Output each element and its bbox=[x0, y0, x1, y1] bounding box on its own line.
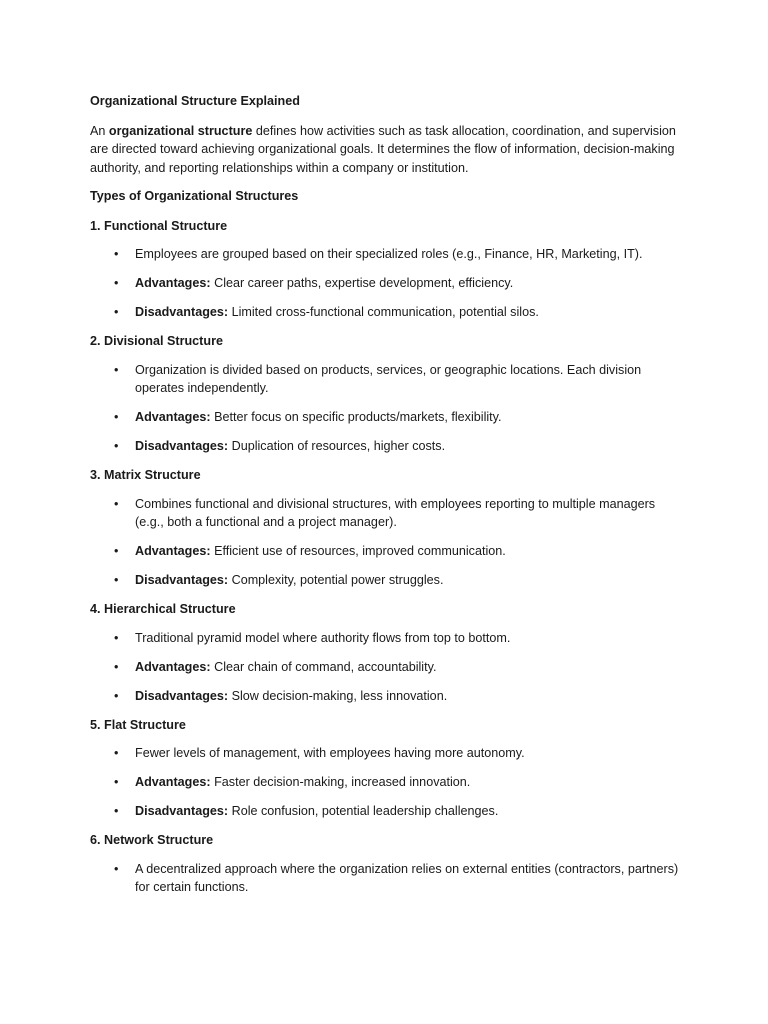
item-text: Better focus on specific products/markets, flexibility. bbox=[210, 410, 502, 424]
list-item bbox=[90, 744, 680, 763]
list-item bbox=[90, 437, 680, 456]
bullet-icon: • bbox=[114, 439, 119, 453]
bullet-icon: • bbox=[114, 305, 119, 319]
item-label: Disadvantages: bbox=[135, 305, 229, 319]
bullet-icon: • bbox=[114, 362, 119, 377]
item-label: Advantages: bbox=[135, 410, 211, 424]
bullet-list bbox=[90, 860, 680, 897]
item-label: Disadvantages: bbox=[135, 439, 229, 453]
item-label: Disadvantages: bbox=[135, 688, 229, 703]
document-title: Organizational Structure Explained bbox=[90, 94, 300, 108]
bullet-icon: • bbox=[114, 861, 119, 876]
intro-paragraph bbox=[90, 122, 680, 178]
bullet-icon: • bbox=[114, 573, 119, 587]
item-text: Employees are grouped based on their specialized roles (e.g., Finance, HR, Marketing, IT). bbox=[135, 247, 643, 261]
bullet-icon: • bbox=[114, 659, 119, 674]
section bbox=[90, 466, 680, 590]
document-page bbox=[90, 92, 680, 907]
item-text: Duplication of resources, higher costs. bbox=[228, 439, 446, 453]
bullet-icon: • bbox=[114, 688, 119, 703]
section bbox=[90, 332, 680, 456]
bullet-list bbox=[90, 629, 680, 706]
item-text: Slow decision-making, less innovation. bbox=[228, 688, 448, 703]
list-item bbox=[90, 542, 680, 561]
item-label: Advantages: bbox=[135, 276, 211, 290]
list-item bbox=[90, 629, 680, 648]
item-label: Advantages: bbox=[135, 544, 211, 558]
list-item bbox=[90, 361, 680, 398]
bullet-icon: • bbox=[114, 496, 119, 511]
bullet-icon: • bbox=[114, 775, 119, 789]
list-item bbox=[90, 245, 680, 264]
section-heading: 1. Functional Structure bbox=[90, 218, 228, 233]
item-text: Clear chain of command, accountability. bbox=[210, 659, 437, 674]
bullet-icon: • bbox=[114, 804, 119, 818]
list-item bbox=[90, 571, 680, 590]
item-label: Advantages: bbox=[135, 659, 211, 674]
section-heading: 6. Network Structure bbox=[90, 833, 214, 847]
item-text: Role confusion, potential leadership challenges. bbox=[228, 804, 499, 818]
list-item bbox=[90, 274, 680, 293]
section-heading: 4. Hierarchical Structure bbox=[90, 602, 236, 616]
item-text: Efficient use of resources, improved communication. bbox=[210, 544, 506, 558]
item-text: Clear career paths, expertise development, efficiency. bbox=[210, 276, 514, 290]
item-text: A decentralized approach where the organization relies on external entities (contractors, partners) for certain functions. bbox=[135, 861, 679, 894]
list-item bbox=[90, 860, 680, 897]
item-text: Limited cross-functional communication, potential silos. bbox=[228, 305, 539, 319]
list-item bbox=[90, 658, 680, 677]
list-item bbox=[90, 303, 680, 322]
intro-term: organizational structure bbox=[108, 123, 253, 138]
item-label: Disadvantages: bbox=[135, 573, 229, 587]
list-item bbox=[90, 773, 680, 792]
bullet-icon: • bbox=[114, 410, 119, 424]
item-label: Disadvantages: bbox=[135, 804, 229, 818]
section-heading: 3. Matrix Structure bbox=[90, 468, 201, 482]
bullet-list bbox=[90, 245, 680, 322]
bullet-icon: • bbox=[114, 746, 119, 760]
list-item bbox=[90, 687, 680, 706]
list-item bbox=[90, 408, 680, 427]
bullet-icon: • bbox=[114, 247, 119, 261]
item-text: Combines functional and divisional structures, with employees reporting to multiple managers (e.g., both a functional and a project manager). bbox=[135, 496, 656, 529]
bullet-list bbox=[90, 495, 680, 590]
section-heading: 5. Flat Structure bbox=[90, 717, 186, 732]
item-text: Fewer levels of management, with employees having more autonomy. bbox=[135, 746, 525, 760]
item-text: Traditional pyramid model where authority flows from top to bottom. bbox=[135, 630, 511, 645]
item-text: Organization is divided based on products, services, or geographic locations. Each division operates independently. bbox=[135, 362, 642, 395]
section bbox=[90, 831, 680, 897]
list-item bbox=[90, 802, 680, 821]
bullet-list bbox=[90, 361, 680, 456]
bullet-list bbox=[90, 744, 680, 821]
item-text: Complexity, potential power struggles. bbox=[228, 573, 444, 587]
bullet-icon: • bbox=[114, 630, 119, 645]
list-item bbox=[90, 495, 680, 532]
types-heading: Types of Organizational Structures bbox=[90, 189, 299, 203]
intro-rest: defines how activities such as task allocation, coordination, and supervision are directed toward achieving organizational goals. It determines the flow of information, decision-making authority, and reporting relationships within a company or institution. bbox=[90, 123, 676, 175]
sections-container bbox=[90, 217, 680, 897]
section bbox=[90, 217, 680, 322]
item-text: Faster decision-making, increased innovation. bbox=[210, 775, 471, 789]
section bbox=[90, 600, 680, 705]
item-label: Advantages: bbox=[135, 775, 211, 789]
bullet-icon: • bbox=[114, 544, 119, 558]
section bbox=[90, 716, 680, 821]
intro-prefix: An bbox=[90, 123, 109, 138]
bullet-icon: • bbox=[114, 276, 119, 290]
section-heading: 2. Divisional Structure bbox=[90, 334, 223, 348]
